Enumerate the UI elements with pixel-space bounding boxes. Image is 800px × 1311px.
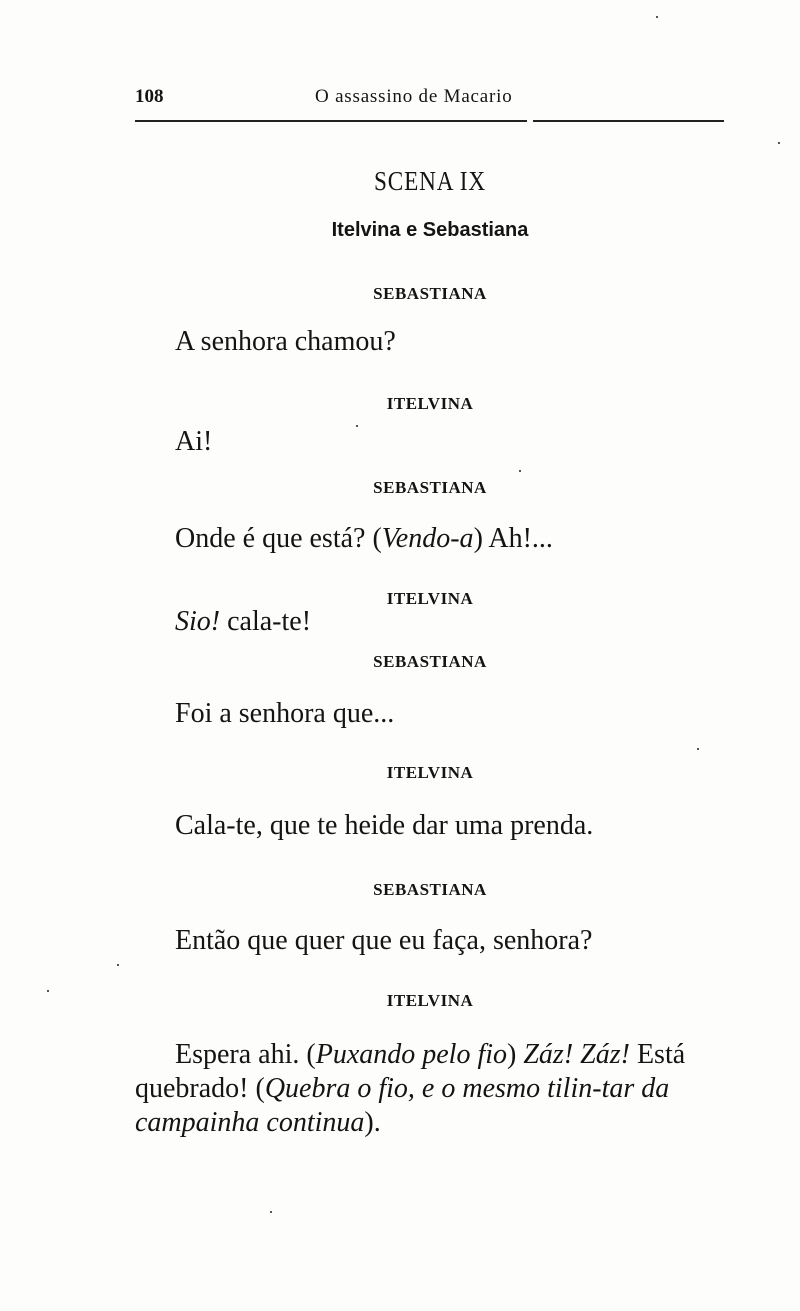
paper-speck bbox=[656, 16, 658, 18]
speaker-name: SEBASTIANA bbox=[373, 478, 487, 497]
interjection: Záz! Záz! bbox=[523, 1039, 630, 1070]
dialogue-line: A senhora chamou? bbox=[175, 326, 396, 357]
dialogue-text: ) Ah!... bbox=[473, 523, 553, 554]
dialogue-line: Então que quer que eu faça, senhora? bbox=[175, 925, 593, 956]
speaker-name: ITELVINA bbox=[386, 589, 474, 608]
speaker-name: ITELVINA bbox=[386, 991, 474, 1010]
dialogue-line: Cala-te, que te heide dar uma prenda. bbox=[175, 810, 594, 841]
paper-speck bbox=[519, 470, 521, 472]
scene-characters: Itelvina e Sebastiana bbox=[331, 219, 529, 241]
header-rule bbox=[533, 120, 724, 122]
scene-title: SCENA IX bbox=[373, 166, 487, 196]
paper-speck bbox=[270, 1211, 272, 1213]
stage-direction: Quebra o fio, e o mesmo tilin-tar da campainha continua bbox=[135, 1073, 670, 1138]
paper-speck bbox=[356, 425, 358, 427]
page-number: 108 bbox=[135, 86, 164, 107]
speaker-name: SEBASTIANA bbox=[373, 880, 487, 899]
dialogue-paragraph bbox=[135, 1038, 725, 1140]
interjection: Sio! bbox=[175, 606, 221, 637]
paper-speck bbox=[117, 964, 119, 966]
paper-speck bbox=[47, 990, 49, 992]
running-header bbox=[135, 86, 725, 114]
header-rule bbox=[135, 120, 527, 122]
speaker-name: SEBASTIANA bbox=[373, 652, 487, 671]
running-title: O assassino de Macario bbox=[315, 86, 513, 107]
stage-direction: Vendo-a bbox=[381, 523, 474, 554]
dialogue-line bbox=[175, 523, 553, 555]
dialogue-line: Ai! bbox=[175, 426, 213, 457]
dialogue-line bbox=[175, 606, 311, 638]
dialogue-text: ). bbox=[364, 1107, 381, 1138]
paper-speck bbox=[697, 748, 699, 750]
dialogue-text: Espera ahi. ( bbox=[175, 1039, 316, 1070]
speaker-name: ITELVINA bbox=[386, 394, 474, 413]
dialogue-line: Foi a senhora que... bbox=[175, 698, 395, 729]
dialogue-text: cala-te! bbox=[220, 606, 312, 637]
stage-direction: Puxando pelo fio bbox=[315, 1039, 508, 1070]
dialogue-text: Onde é que está? ( bbox=[175, 523, 382, 554]
paper-speck bbox=[778, 142, 780, 144]
dialogue-text: ) bbox=[507, 1039, 524, 1070]
speaker-name: ITELVINA bbox=[386, 763, 474, 782]
dialogue-text: Está quebrado! ( bbox=[135, 1039, 686, 1104]
speaker-name: SEBASTIANA bbox=[373, 284, 487, 303]
